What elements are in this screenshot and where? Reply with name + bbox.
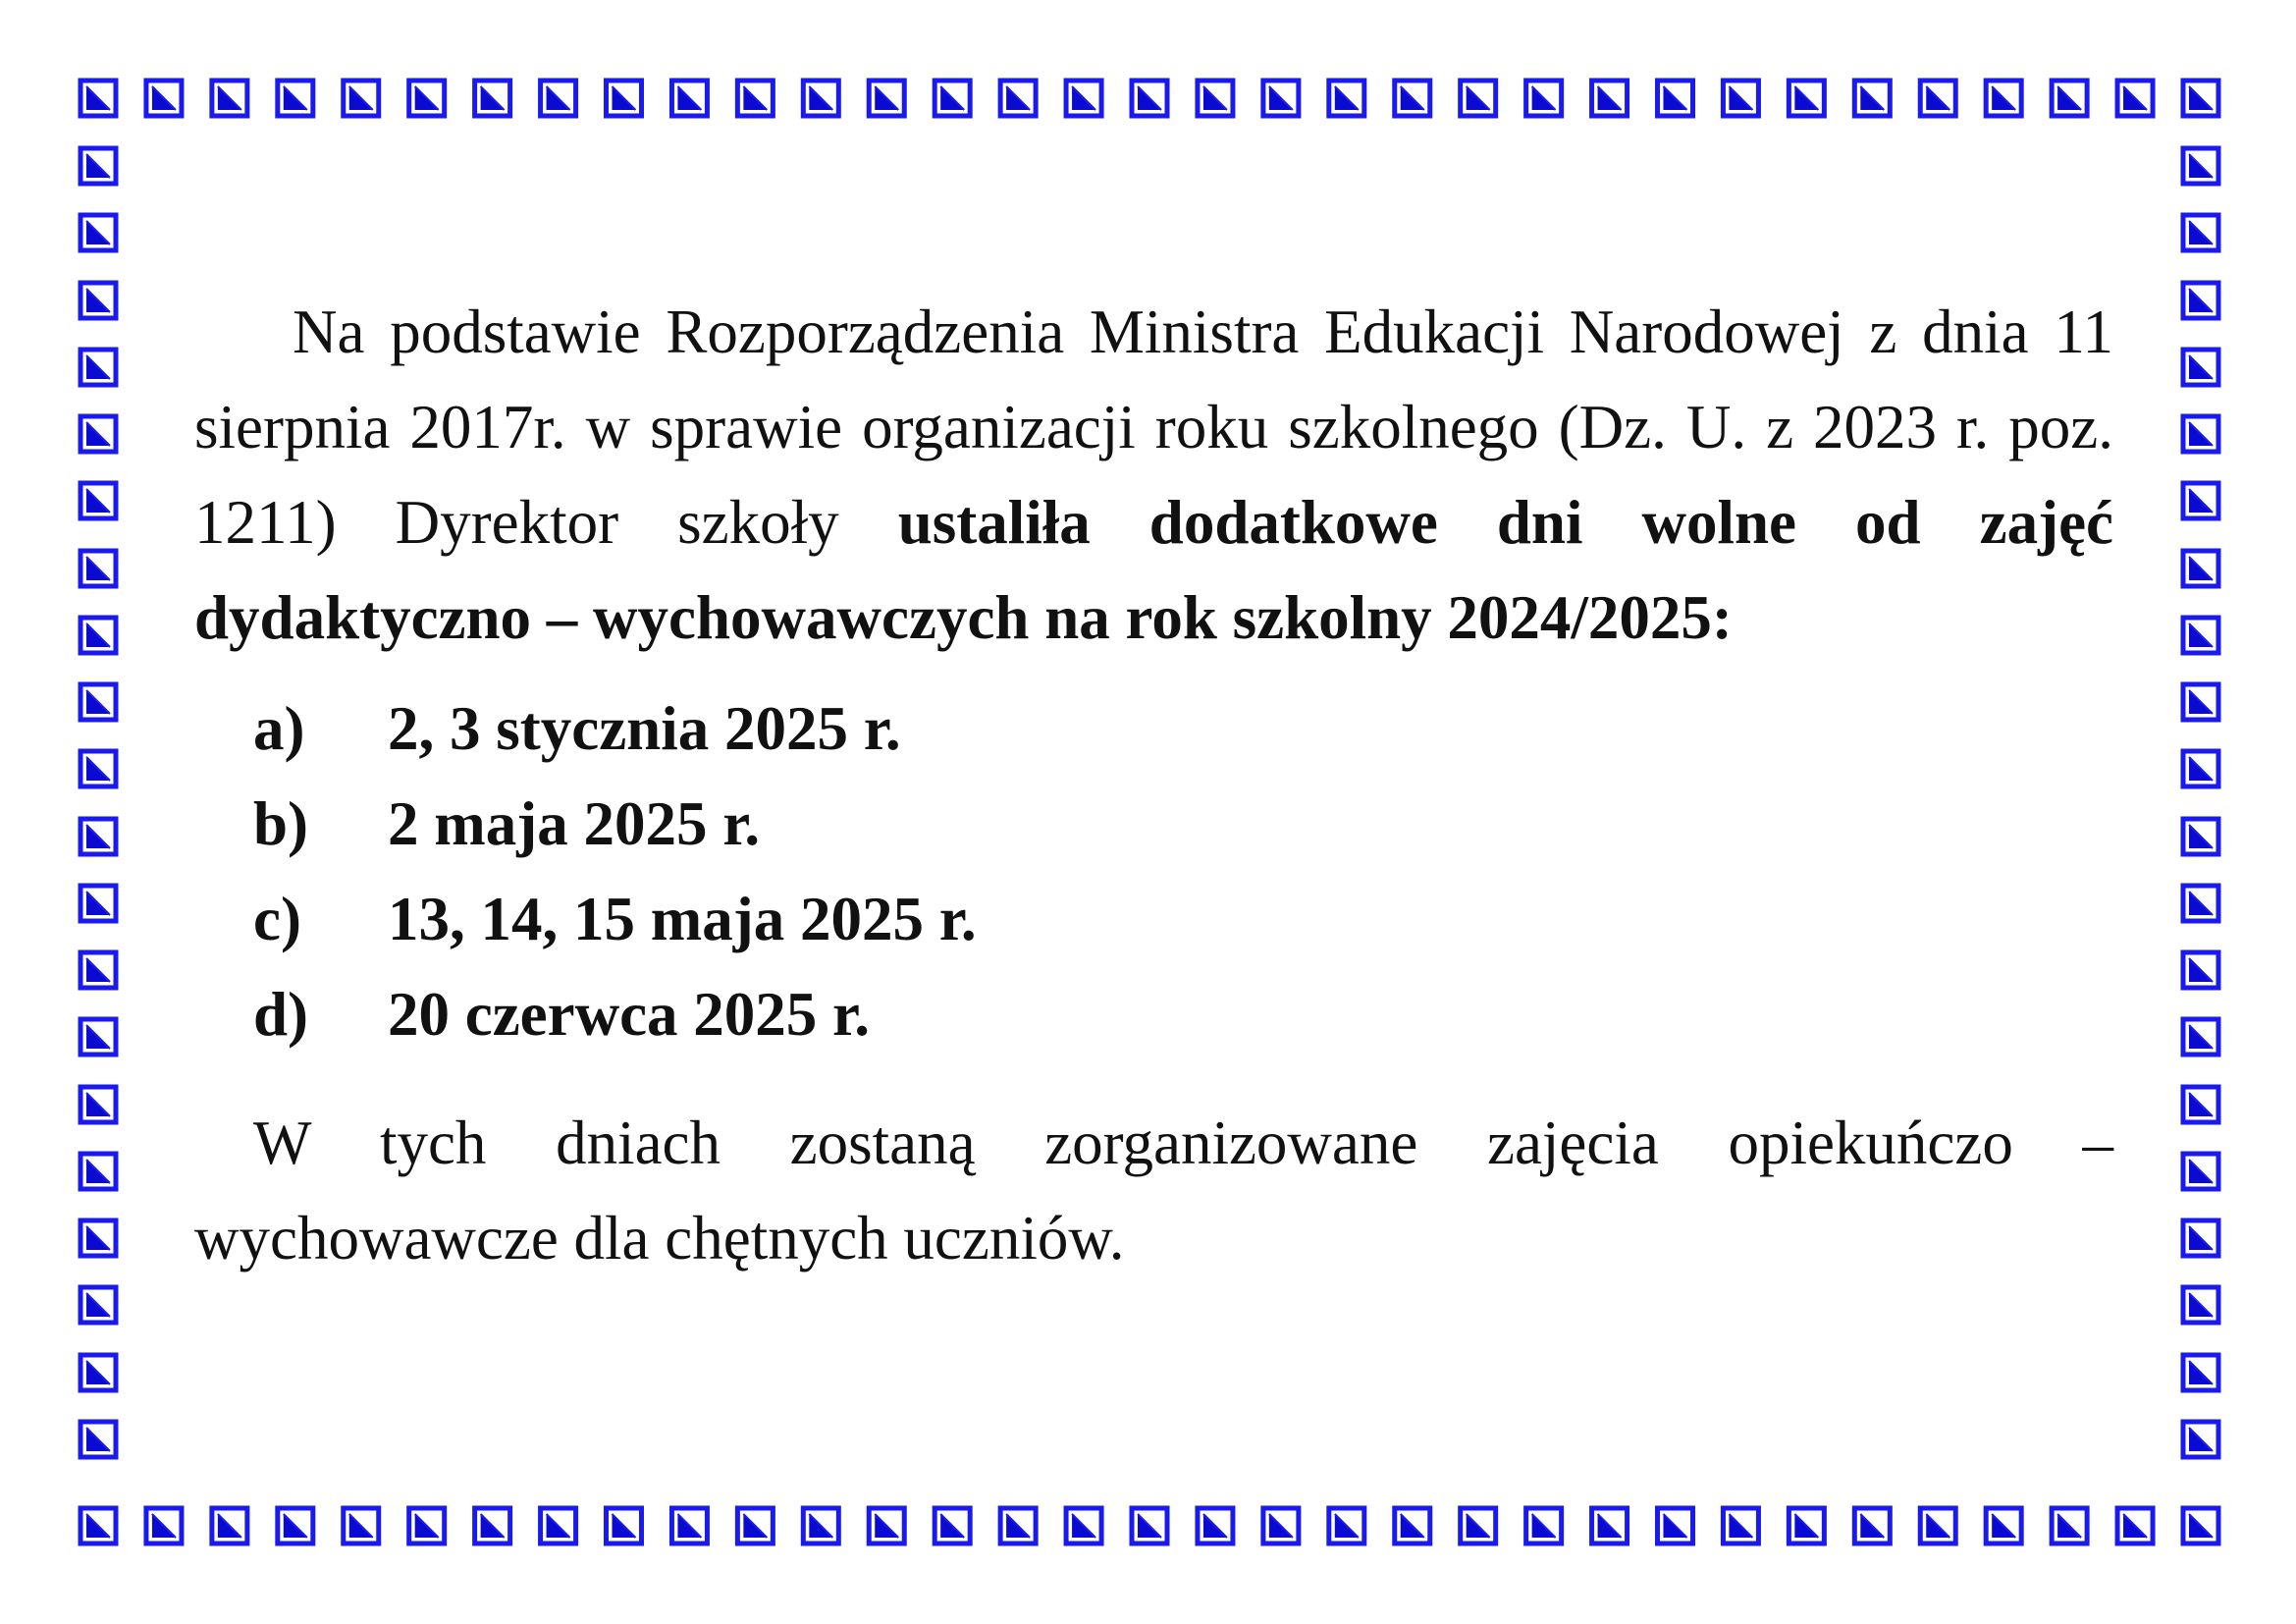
diagonal-square-icon	[475, 81, 510, 116]
diagonal-square-icon	[1461, 1508, 1496, 1543]
diagonal-square-icon	[80, 551, 116, 586]
list-item	[194, 681, 2113, 777]
diagonal-square-icon	[607, 1508, 642, 1543]
diagonal-square-icon	[1066, 81, 1101, 116]
list-item	[194, 967, 2113, 1062]
diagonal-square-icon	[1198, 81, 1233, 116]
diagonal-square-icon	[1395, 1508, 1430, 1543]
intro-paragraph	[194, 285, 2113, 666]
list-marker: b)	[253, 789, 309, 858]
diagonal-square-icon	[80, 215, 116, 250]
diagonal-square-icon	[146, 1508, 182, 1543]
diagonal-square-icon	[737, 81, 773, 116]
list-item	[194, 872, 2113, 967]
diagonal-square-icon	[2183, 1019, 2218, 1055]
diagonal-square-icon	[80, 1287, 116, 1323]
diagonal-square-icon	[869, 1508, 904, 1543]
diagonal-square-icon	[1329, 1508, 1364, 1543]
list-marker: d)	[253, 980, 309, 1049]
list-item	[194, 777, 2113, 872]
diagonal-square-icon	[1066, 1508, 1101, 1543]
diagonal-square-icon	[2183, 416, 2218, 452]
diagonal-square-icon	[2052, 1508, 2087, 1543]
diagonal-square-icon	[80, 1154, 116, 1189]
diagonal-square-icon	[1920, 1508, 1955, 1543]
diagonal-square-icon	[2183, 952, 2218, 988]
diagonal-square-icon	[1000, 1508, 1036, 1543]
diagonal-square-icon	[2183, 81, 2218, 116]
diagonal-square-icon	[80, 618, 116, 653]
diagonal-square-icon	[409, 81, 445, 116]
diagonal-square-icon	[671, 1508, 707, 1543]
diagonal-square-icon	[1658, 81, 1693, 116]
diagonal-square-icon	[1854, 81, 1890, 116]
diagonal-square-icon	[1592, 1508, 1628, 1543]
diagonal-square-icon	[2183, 1355, 2218, 1390]
diagonal-square-icon	[409, 1508, 445, 1543]
diagonal-square-icon	[2183, 551, 2218, 586]
diagonal-square-icon	[1263, 81, 1299, 116]
diagonal-square-icon	[80, 283, 116, 318]
diagonal-square-icon	[146, 81, 182, 116]
diagonal-square-icon	[869, 81, 904, 116]
diagonal-square-icon	[2183, 483, 2218, 518]
diagonal-square-icon	[1789, 1508, 1824, 1543]
diagonal-square-icon	[278, 1508, 313, 1543]
diagonal-square-icon	[934, 81, 970, 116]
diagonal-square-icon	[2183, 1220, 2218, 1256]
diagonal-square-icon	[1854, 1508, 1890, 1543]
diagonal-square-icon	[2183, 1154, 2218, 1189]
diagonal-square-icon	[80, 819, 116, 854]
intro-bold-text: ustaliła dodatkowe dni wolne od zajęć dydaktyczno – wychowawczych na rok szkolny 2024/2025:	[194, 488, 2113, 652]
diagonal-square-icon	[80, 1087, 116, 1122]
diagonal-square-icon	[2183, 283, 2218, 318]
diagonal-square-icon	[80, 751, 116, 786]
diagonal-square-icon	[1723, 81, 1758, 116]
diagonal-square-icon	[2183, 215, 2218, 250]
diagonal-square-icon	[1986, 1508, 2021, 1543]
diagonal-square-icon	[344, 1508, 379, 1543]
diagonal-square-icon	[1920, 81, 1955, 116]
diagonal-square-icon	[212, 1508, 247, 1543]
diagonal-square-icon	[80, 1019, 116, 1055]
diagonal-square-icon	[80, 81, 116, 116]
diagonal-square-icon	[934, 1508, 970, 1543]
days-off-list	[194, 681, 2113, 1062]
diagonal-square-icon	[1000, 81, 1036, 116]
diagonal-square-icon	[1789, 81, 1824, 116]
diagonal-square-icon	[2183, 618, 2218, 653]
diagonal-square-icon	[1658, 1508, 1693, 1543]
list-item-text: 2 maja 2025 r.	[388, 789, 761, 858]
diagonal-square-icon	[541, 81, 576, 116]
diagonal-square-icon	[1526, 1508, 1562, 1543]
diagonal-square-icon	[2183, 1422, 2218, 1457]
diagonal-square-icon	[278, 81, 313, 116]
intro-regular-text: Na podstawie Rozporządzenia Ministra Edukacji Narodowej z dnia 11 sierpnia 2017r. w sprawie organizacji roku szkolnego (Dz. U. z 2023 r. poz. 1211) Dyrektor szkoły	[194, 298, 2113, 557]
diagonal-square-icon	[80, 1422, 116, 1457]
diagonal-square-icon	[1723, 1508, 1758, 1543]
diagonal-square-icon	[607, 81, 642, 116]
diagonal-square-icon	[475, 1508, 510, 1543]
diagonal-square-icon	[2117, 81, 2153, 116]
diagonal-square-icon	[2183, 819, 2218, 854]
diagonal-square-icon	[2183, 684, 2218, 720]
diagonal-square-icon	[2183, 1087, 2218, 1122]
diagonal-square-icon	[1132, 81, 1167, 116]
diagonal-square-icon	[803, 1508, 838, 1543]
diagonal-square-icon	[2183, 1287, 2218, 1323]
diagonal-square-icon	[541, 1508, 576, 1543]
list-item-text: 13, 14, 15 maja 2025 r.	[388, 885, 977, 953]
diagonal-square-icon	[1986, 81, 2021, 116]
diagonal-square-icon	[80, 483, 116, 518]
diagonal-square-icon	[80, 952, 116, 988]
diagonal-square-icon	[80, 350, 116, 385]
list-marker: a)	[253, 694, 305, 763]
list-marker: c)	[253, 885, 301, 953]
diagonal-square-icon	[2183, 148, 2218, 184]
diagonal-square-icon	[2117, 1508, 2153, 1543]
diagonal-square-icon	[212, 81, 247, 116]
diagonal-square-icon	[1198, 1508, 1233, 1543]
diagonal-square-icon	[671, 81, 707, 116]
diagonal-square-icon	[1329, 81, 1364, 116]
diagonal-square-icon	[2183, 751, 2218, 786]
diagonal-square-icon	[2052, 81, 2087, 116]
diagonal-square-icon	[2183, 1508, 2218, 1543]
list-item-text: 20 czerwca 2025 r.	[388, 980, 870, 1049]
notice-content	[194, 285, 2113, 1286]
diagonal-square-icon	[80, 1220, 116, 1256]
diagonal-square-icon	[80, 148, 116, 184]
diagonal-square-icon	[80, 684, 116, 720]
diagonal-square-icon	[803, 81, 838, 116]
diagonal-square-icon	[1263, 1508, 1299, 1543]
diagonal-square-icon	[1132, 1508, 1167, 1543]
diagonal-square-icon	[80, 1508, 116, 1543]
diagonal-square-icon	[1526, 81, 1562, 116]
diagonal-square-icon	[1395, 81, 1430, 116]
closing-paragraph: W tych dniach zostaną zorganizowane zajęcia opiekuńczo – wychowawcze dla chętnych uczniów.	[194, 1109, 2113, 1272]
diagonal-square-icon	[80, 1355, 116, 1390]
diagonal-square-icon	[1461, 81, 1496, 116]
diagonal-square-icon	[344, 81, 379, 116]
diagonal-square-icon	[1592, 81, 1628, 116]
diagonal-square-icon	[737, 1508, 773, 1543]
list-item-text: 2, 3 stycznia 2025 r.	[388, 694, 901, 763]
diagonal-square-icon	[2183, 350, 2218, 385]
diagonal-square-icon	[80, 886, 116, 921]
diagonal-square-icon	[2183, 886, 2218, 921]
diagonal-square-icon	[80, 416, 116, 452]
